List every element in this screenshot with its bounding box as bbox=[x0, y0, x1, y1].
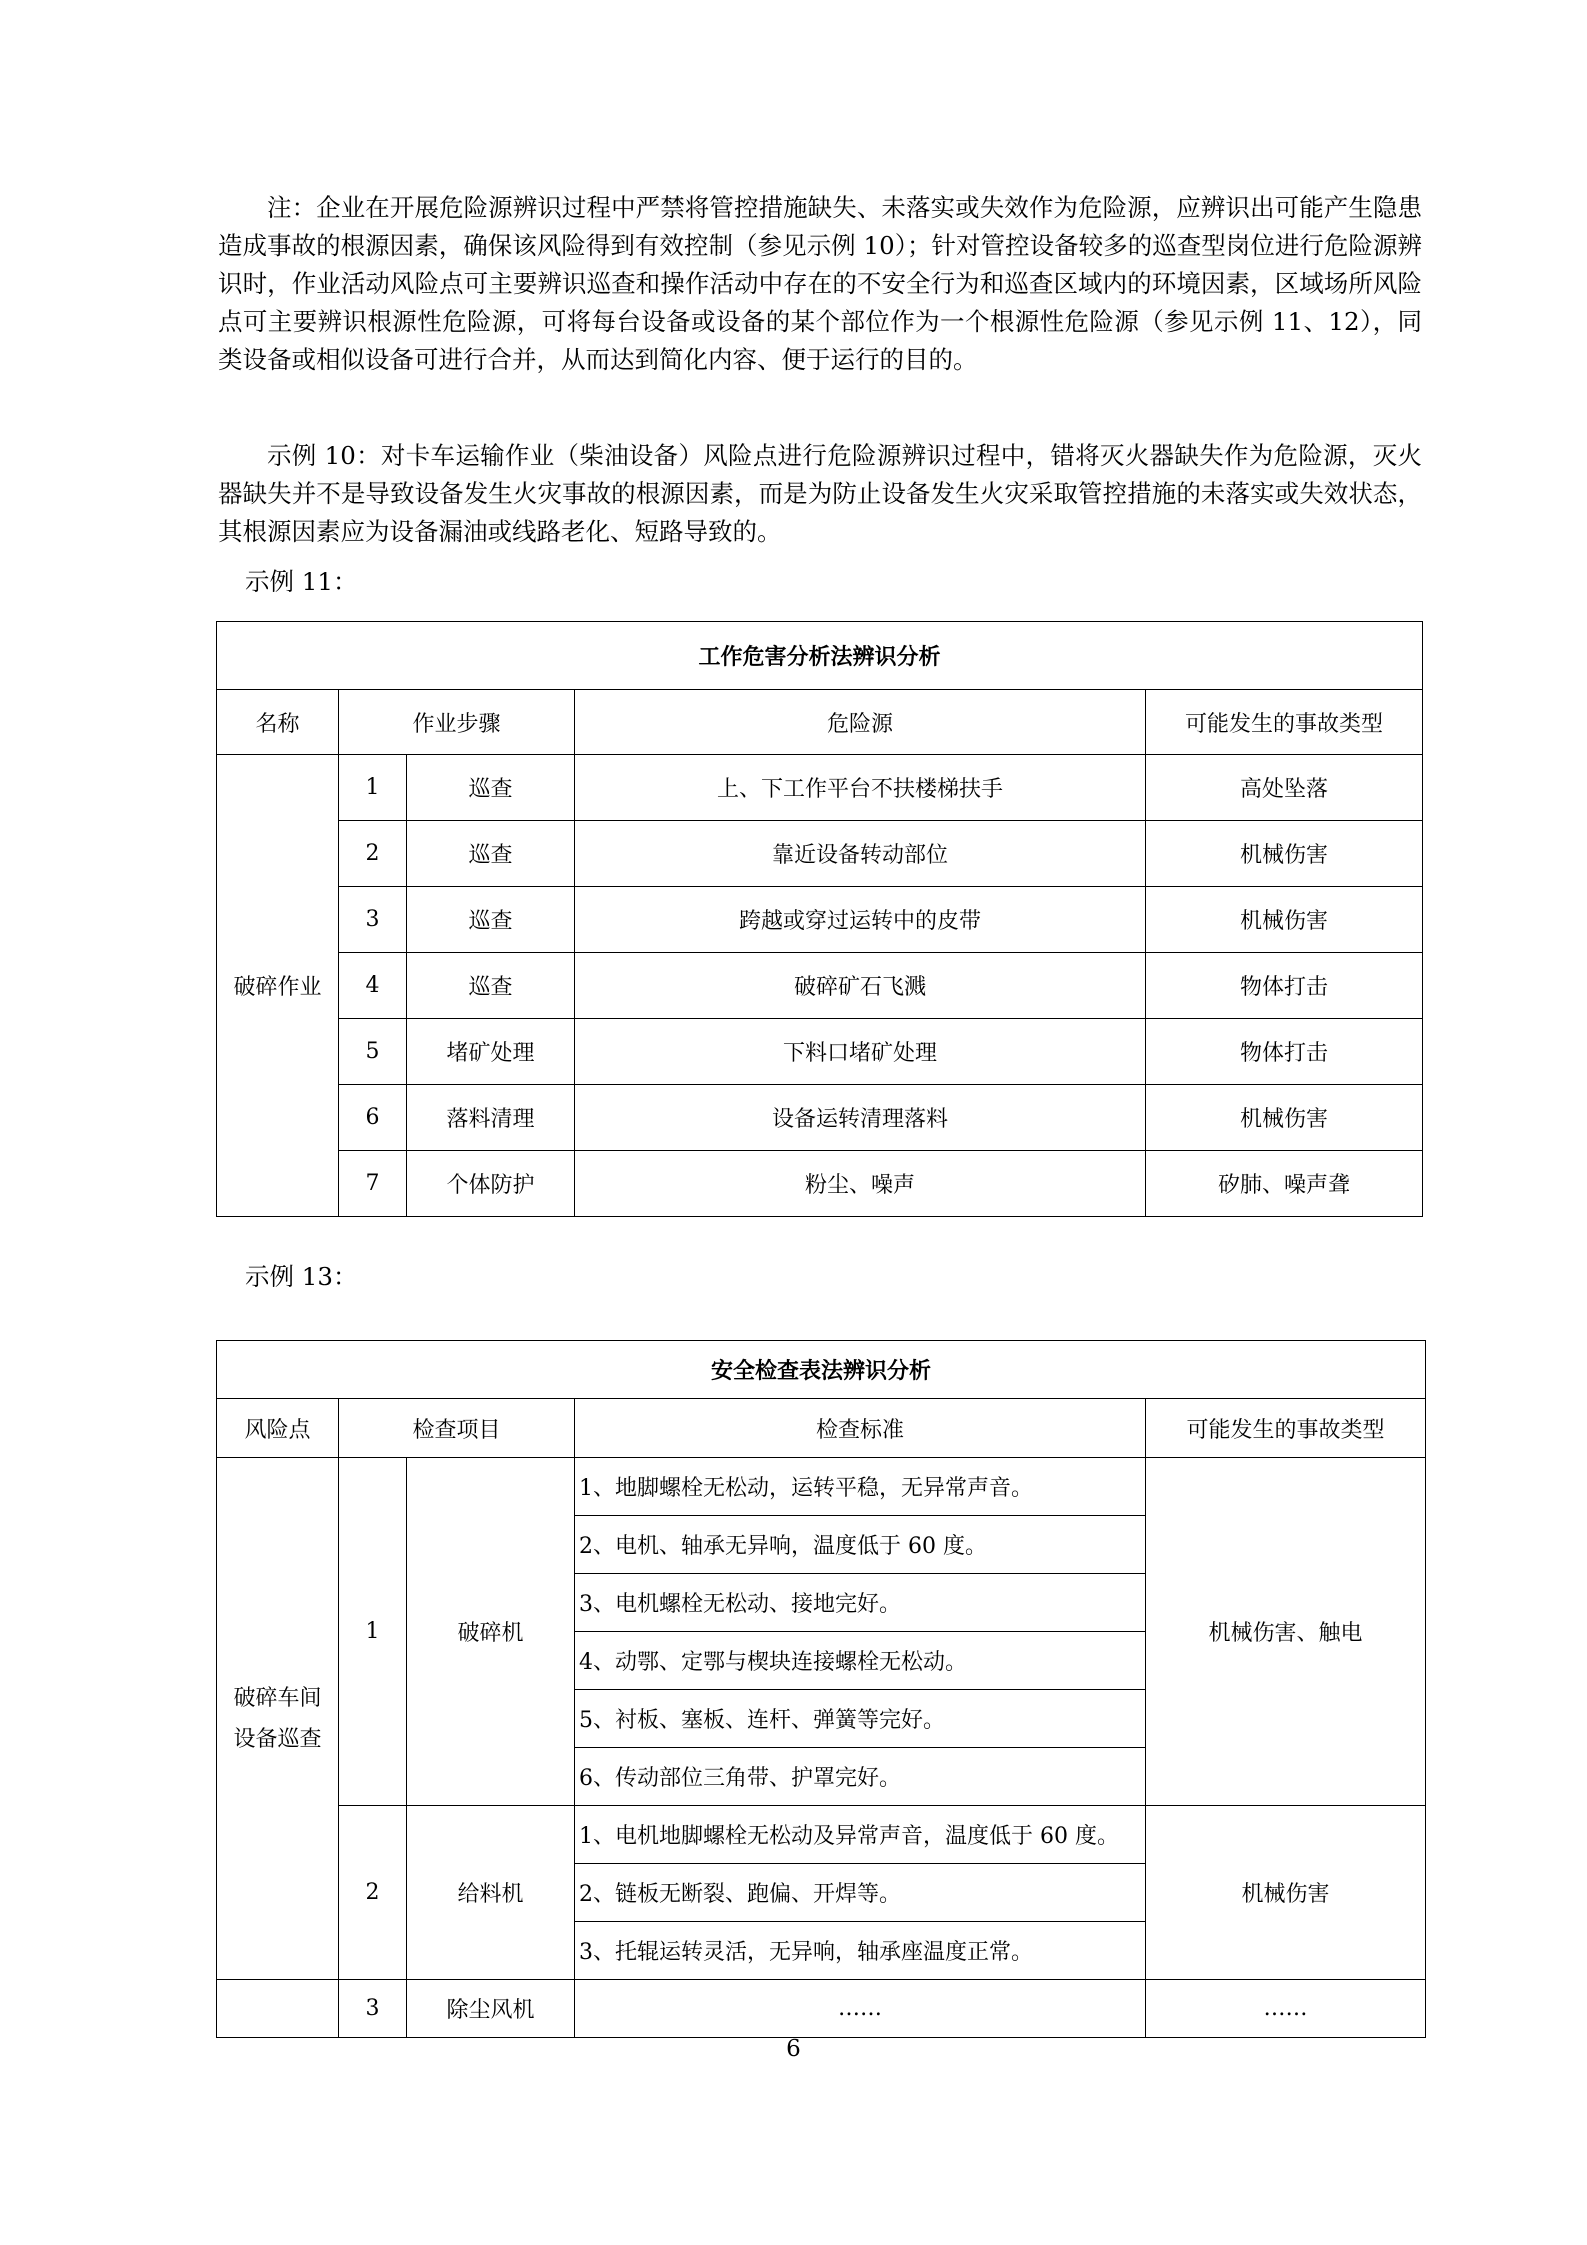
row-hazard: 靠近设备转动部位 bbox=[575, 821, 1146, 887]
check-standard: 1、电机地脚螺栓无松动及异常声音，温度低于 60 度。 bbox=[575, 1806, 1146, 1864]
check-standard: …… bbox=[575, 1980, 1146, 2038]
table1-header-step: 作业步骤 bbox=[339, 690, 575, 755]
row-hazard: 下料口堵矿处理 bbox=[575, 1019, 1146, 1085]
table-safety-checklist bbox=[216, 1340, 1426, 2038]
row-accident-type: 物体打击 bbox=[1146, 1019, 1423, 1085]
group-number: 3 bbox=[339, 1980, 407, 2038]
row-step: 堵矿处理 bbox=[407, 1019, 575, 1085]
group-accident-type: 机械伤害、触电 bbox=[1146, 1458, 1426, 1806]
row-step: 落料清理 bbox=[407, 1085, 575, 1151]
example13-label: 示例 13： bbox=[245, 1262, 358, 1291]
table-row bbox=[217, 755, 1423, 821]
row-hazard: 破碎矿石飞溅 bbox=[575, 953, 1146, 1019]
table-row bbox=[217, 1980, 1426, 2038]
table1-title: 工作危害分析法辨识分析 bbox=[217, 622, 1423, 690]
row-hazard: 跨越或穿过运转中的皮带 bbox=[575, 887, 1146, 953]
row-accident-type: 物体打击 bbox=[1146, 953, 1423, 1019]
example11-label: 示例 11： bbox=[245, 567, 358, 596]
row-number: 3 bbox=[339, 887, 407, 953]
table-row bbox=[217, 821, 1423, 887]
table2-spacer-cell bbox=[217, 1980, 339, 2038]
group-item: 除尘风机 bbox=[407, 1980, 575, 2038]
row-accident-type: 矽肺、噪声聋 bbox=[1146, 1151, 1423, 1217]
table2-header-standard: 检查标准 bbox=[575, 1399, 1146, 1458]
row-number: 2 bbox=[339, 821, 407, 887]
note-paragraph: 注：企业在开展危险源辨识过程中严禁将管控措施缺失、未落实或失效作为危险源，应辨识出可能产生隐患造成事故的根源因素，确保该风险得到有效控制（参见示例 10）；针对管控设备较多的巡查型岗位进行危险源辨识时，作业活动风险点可主要辨识巡查和操作活动中存在的不安全行为和巡查区域内的环境因素，区域场所风险点可主要辨识根源性危险源，可将每台设备或设备的某个部位作为一个根源性危险源（参见示例 11、12），同类设备或相似设备可进行合并，从而达到简化内容、便于运行的目的。 bbox=[218, 193, 1422, 374]
row-accident-type: 机械伤害 bbox=[1146, 887, 1423, 953]
check-standard: 2、电机、轴承无异响，温度低于 60 度。 bbox=[575, 1516, 1146, 1574]
row-number: 5 bbox=[339, 1019, 407, 1085]
row-accident-type: 机械伤害 bbox=[1146, 821, 1423, 887]
risk-point-line1: 破碎车间 bbox=[233, 1685, 322, 1711]
group-number: 1 bbox=[339, 1458, 407, 1806]
table1-header-name: 名称 bbox=[217, 690, 339, 755]
row-step: 个体防护 bbox=[407, 1151, 575, 1217]
check-standard: 1、地脚螺栓无松动，运转平稳，无异常声音。 bbox=[575, 1458, 1146, 1516]
check-standard: 3、电机螺栓无松动、接地完好。 bbox=[575, 1574, 1146, 1632]
table2-risk-point bbox=[217, 1458, 339, 1980]
table-row bbox=[217, 953, 1423, 1019]
row-hazard: 粉尘、噪声 bbox=[575, 1151, 1146, 1217]
table-row bbox=[217, 1458, 1426, 1516]
row-step: 巡查 bbox=[407, 755, 575, 821]
group-accident-type: 机械伤害 bbox=[1146, 1806, 1426, 1980]
group-accident-type: …… bbox=[1146, 1980, 1426, 2038]
row-accident-type: 高处坠落 bbox=[1146, 755, 1423, 821]
row-number: 4 bbox=[339, 953, 407, 1019]
table-row bbox=[217, 1151, 1423, 1217]
row-hazard: 上、下工作平台不扶楼梯扶手 bbox=[575, 755, 1146, 821]
row-step: 巡查 bbox=[407, 821, 575, 887]
group-item: 给料机 bbox=[407, 1806, 575, 1980]
group-item: 破碎机 bbox=[407, 1458, 575, 1806]
table-row bbox=[217, 887, 1423, 953]
table2-title: 安全检查表法辨识分析 bbox=[217, 1341, 1426, 1399]
group-number: 2 bbox=[339, 1806, 407, 1980]
row-number: 1 bbox=[339, 755, 407, 821]
table-job-hazard-analysis bbox=[216, 621, 1423, 1217]
risk-point-line2: 设备巡查 bbox=[233, 1726, 322, 1752]
table-row bbox=[217, 1806, 1426, 1864]
row-hazard: 设备运转清理落料 bbox=[575, 1085, 1146, 1151]
table-row bbox=[217, 1019, 1423, 1085]
table-row bbox=[217, 1085, 1423, 1151]
table2-header-point: 风险点 bbox=[217, 1399, 339, 1458]
table1-header-hazard: 危险源 bbox=[575, 690, 1146, 755]
check-standard: 5、衬板、塞板、连杆、弹簧等完好。 bbox=[575, 1690, 1146, 1748]
check-standard: 4、动鄂、定鄂与楔块连接螺栓无松动。 bbox=[575, 1632, 1146, 1690]
example10-paragraph: 示例 10：对卡车运输作业（柴油设备）风险点进行危险源辨识过程中，错将灭火器缺失作为危险源，灭火器缺失并不是导致设备发生火灾事故的根源因素，而是为防止设备发生火灾采取管控措施的未落实或失效状态，其根源因素应为设备漏油或线路老化、短路导致的。 bbox=[218, 441, 1422, 546]
page-number: 6 bbox=[786, 2036, 801, 2062]
row-number: 7 bbox=[339, 1151, 407, 1217]
check-standard: 3、托辊运转灵活，无异响，轴承座温度正常。 bbox=[575, 1922, 1146, 1980]
table2-header-type: 可能发生的事故类型 bbox=[1146, 1399, 1426, 1458]
table1-header-type: 可能发生的事故类型 bbox=[1146, 690, 1423, 755]
check-standard: 2、链板无断裂、跑偏、开焊等。 bbox=[575, 1864, 1146, 1922]
check-standard: 6、传动部位三角带、护罩完好。 bbox=[575, 1748, 1146, 1806]
row-number: 6 bbox=[339, 1085, 407, 1151]
row-step: 巡查 bbox=[407, 887, 575, 953]
row-accident-type: 机械伤害 bbox=[1146, 1085, 1423, 1151]
table1-activity-name: 破碎作业 bbox=[217, 755, 339, 1217]
row-step: 巡查 bbox=[407, 953, 575, 1019]
table2-header-item: 检查项目 bbox=[339, 1399, 575, 1458]
